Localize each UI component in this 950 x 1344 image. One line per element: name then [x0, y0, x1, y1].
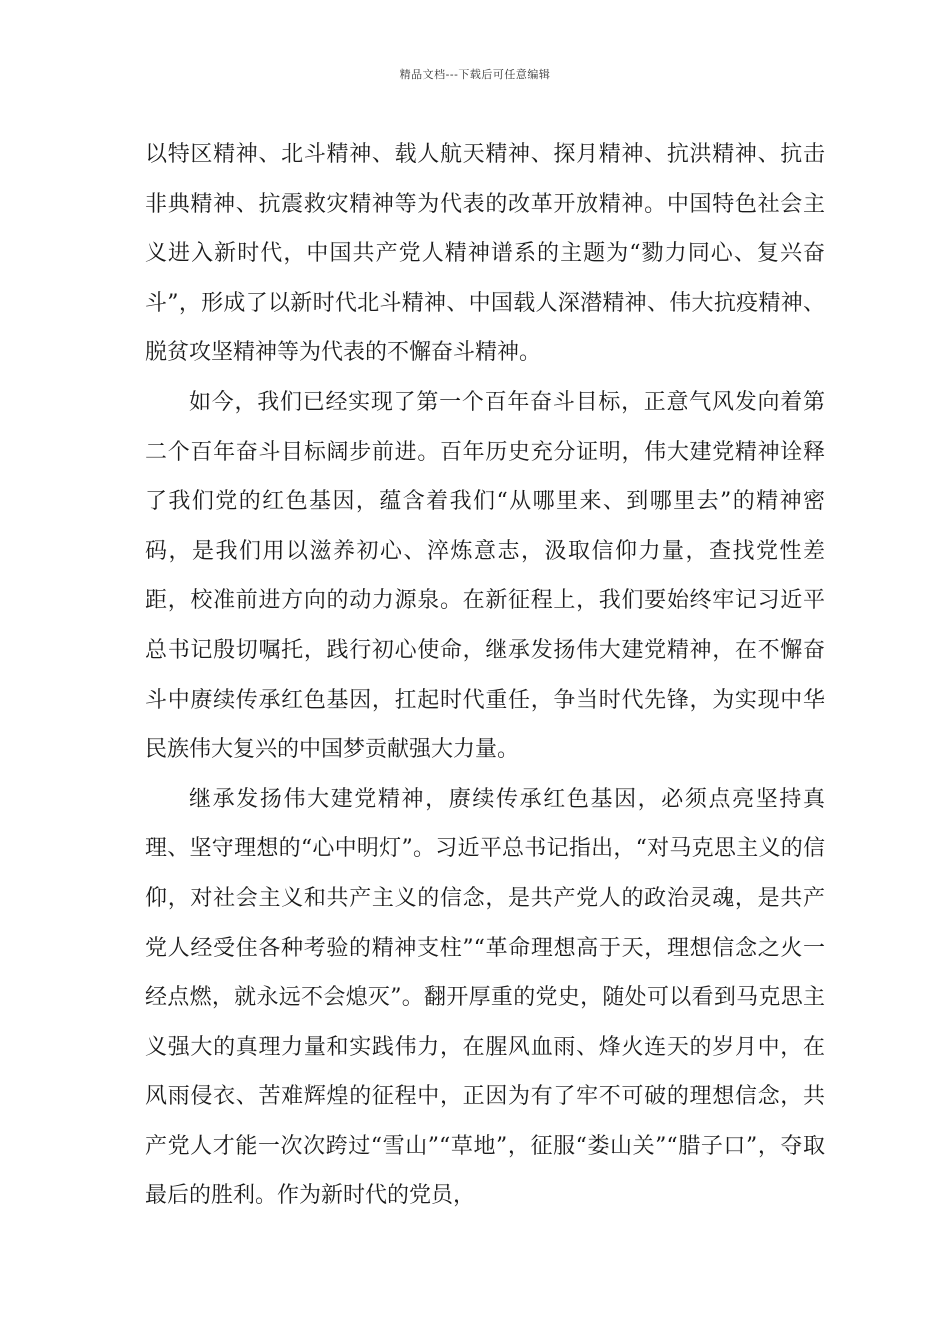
paragraph-2: 如今，我们已经实现了第一个百年奋斗目标，正意气风发向着第二个百年奋斗目标阔步前进。百年历史充分证明，伟大建党精神诠释了我们党的红色基因，蕴含着我们“从哪里来、到哪里去”的精神密码，是我们用以滋养初心、淬炼意志，汲取信仰力量，查找党性差距，校准前进方向的动力源泉。在新征程上，我们要始终牢记习近平总书记殷切嘱托，践行初心使命，继承发扬伟大建党精神，在不懈奋斗中赓续传承红色基因，扛起时代重任，争当时代先锋，为实现中华民族伟大复兴的中国梦贡献强大力量。 — [145, 389, 825, 763]
paragraph-3: 继承发扬伟大建党精神，赓续传承红色基因，必须点亮坚持真理、坚守理想的“心中明灯”。习近平总书记指出，“对马克思主义的信仰，对社会主义和共产主义的信念，是共产党人的政治灵魂，是共产党人经受住各种考验的精神支柱”“革命理想高于天，理想信念之火一经点燃，就永远不会熄灭”。翻开厚重的党史，随处可以看到马克思主义强大的真理力量和实践伟力，在腥风血雨、烽火连天的岁月中，在风雨侵衣、苦难辉煌的征程中，正因为有了牢不可破的理想信念，共产党人才能一次次跨过“雪山”“草地”，征服“娄山关”“腊子口”，夺取最后的胜利。作为新时代的党员， — [145, 786, 825, 1209]
paragraph-1: 以特区精神、北斗精神、载人航天精神、探月精神、抗洪精神、抗击非典精神、抗震救灾精神等为代表的改革开放精神。中国特色社会主义进入新时代，中国共产党人精神谱系的主题为“勠力同心、复兴奋斗”，形成了以新时代北斗精神、中国载人深潜精神、伟大抗疫精神、脱贫攻坚精神等为代表的不懈奋斗精神。 — [145, 142, 825, 366]
page-header: 精品文档---下载后可任意编辑 — [399, 68, 551, 81]
document-body — [145, 130, 825, 1221]
